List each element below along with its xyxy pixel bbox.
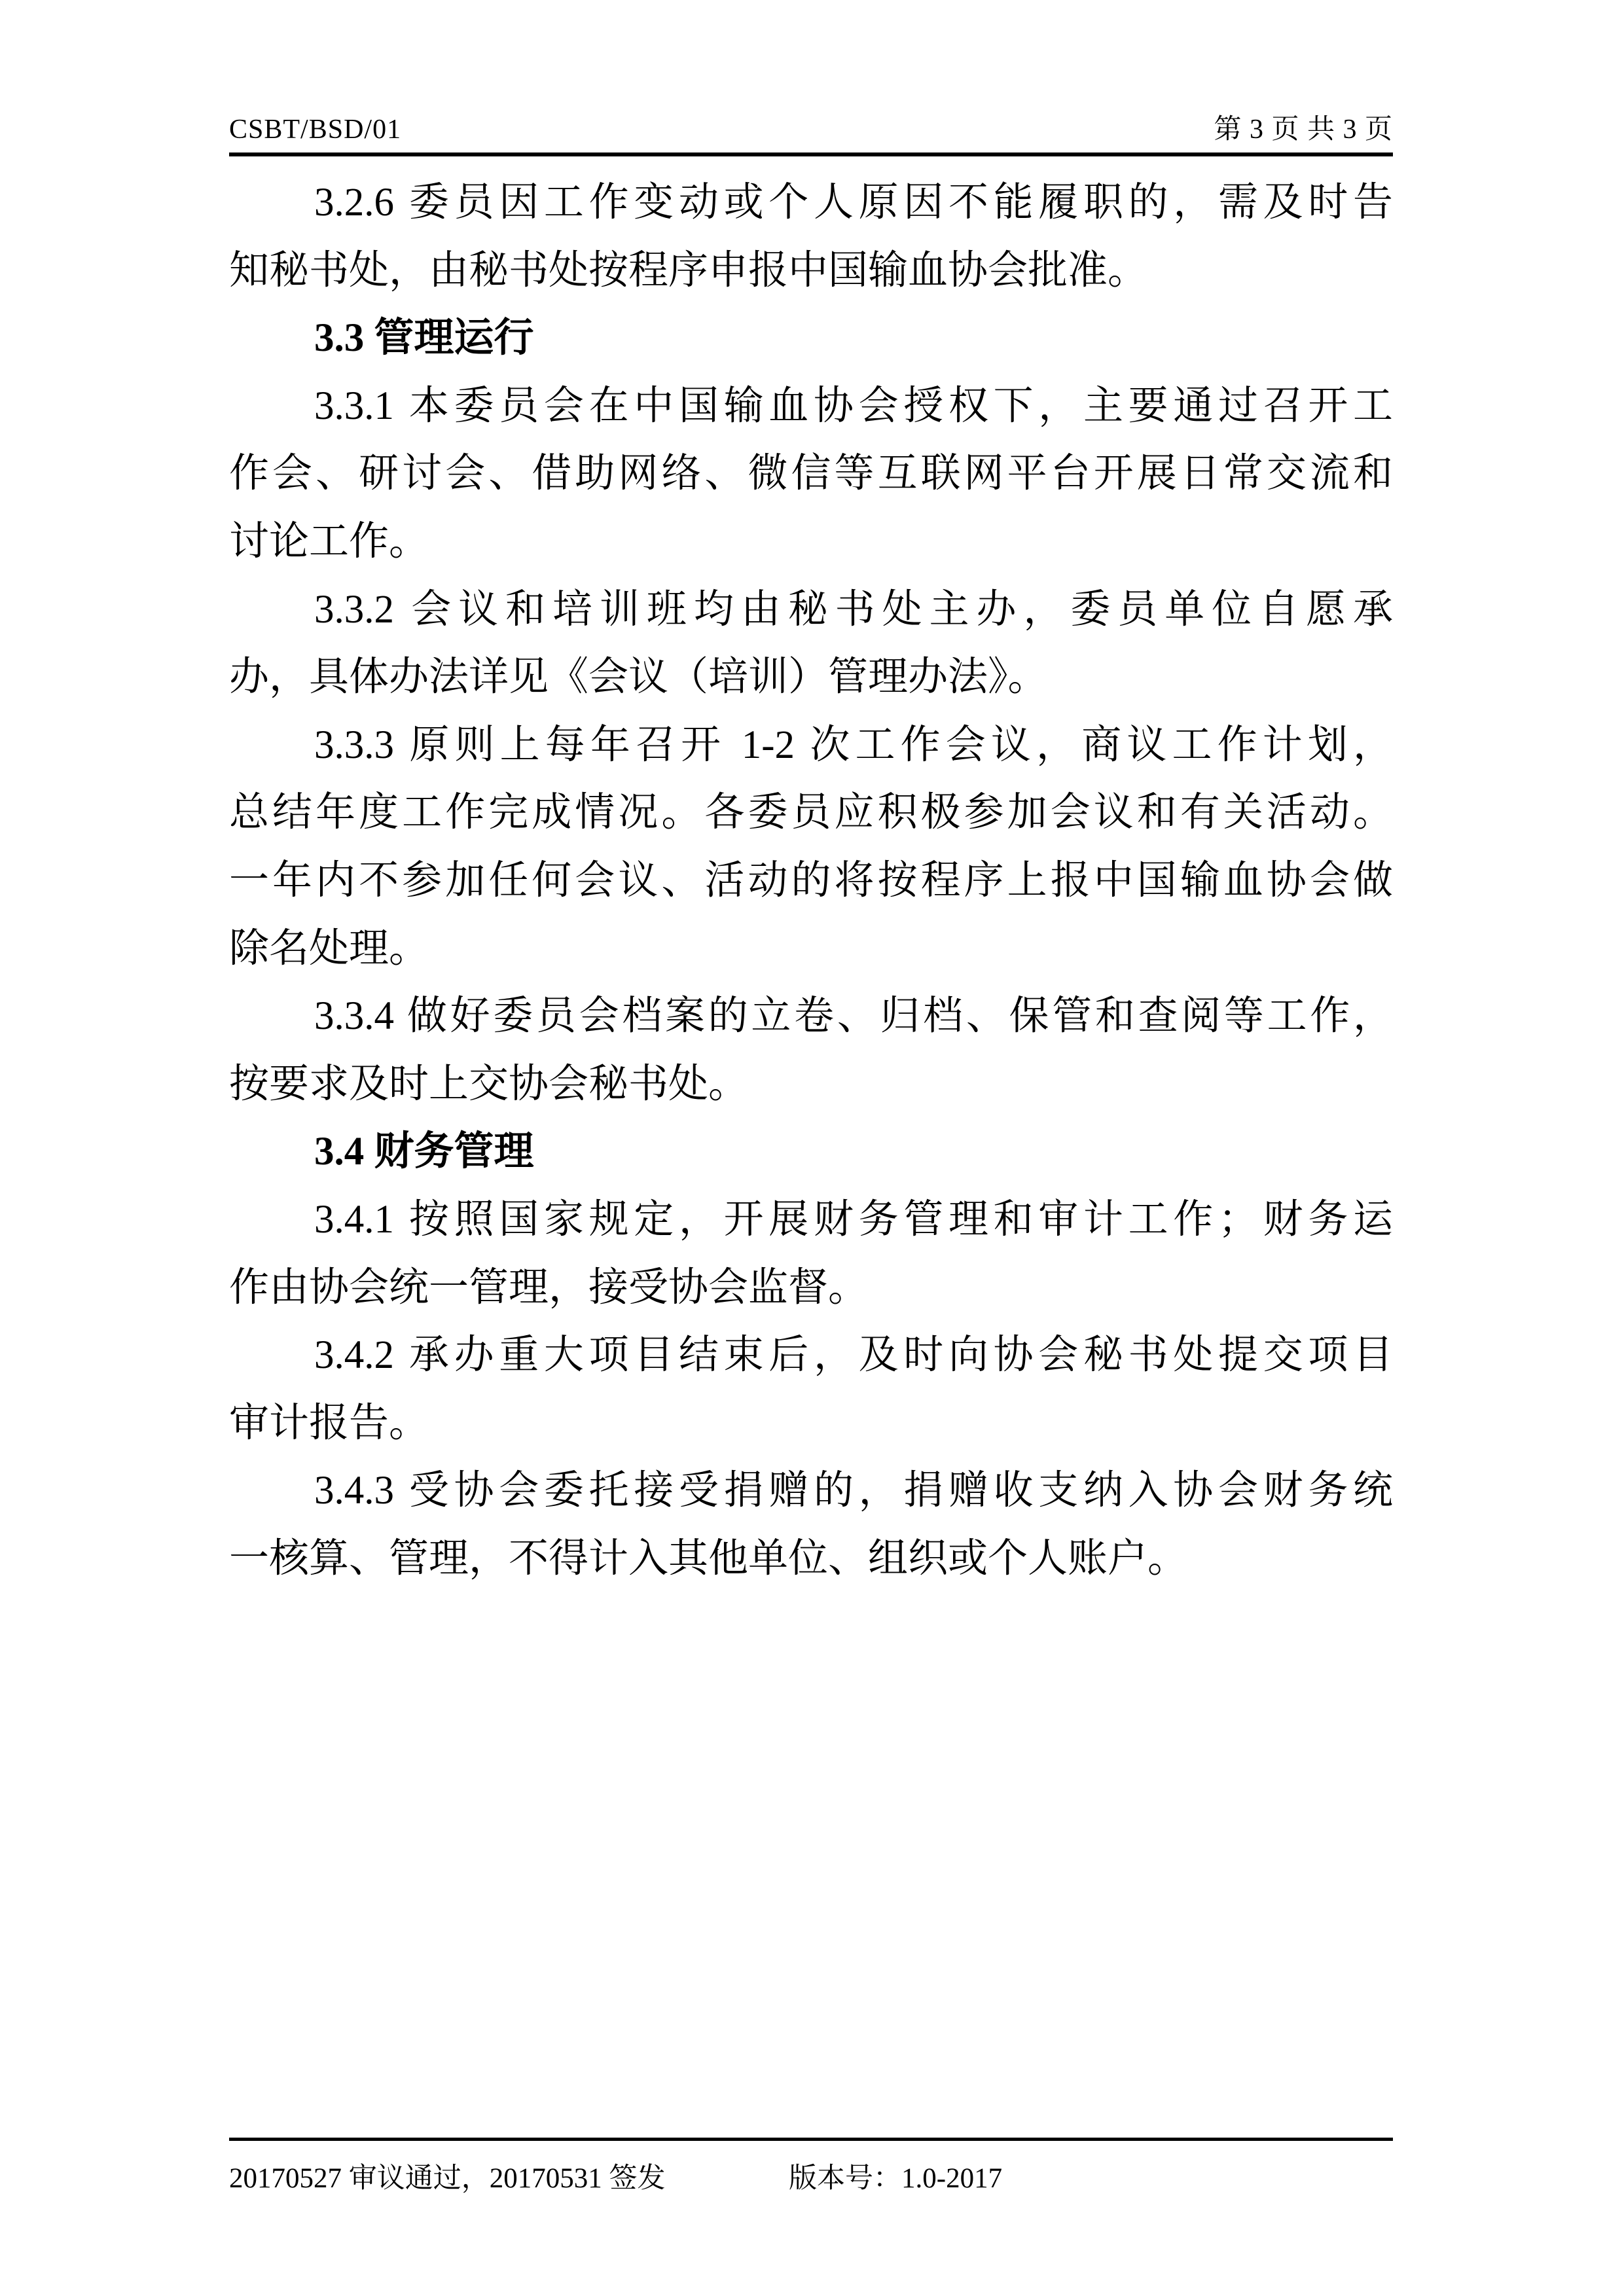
body-line: 知秘书处，由秘书处按程序申报中国输血协会批准。 [229,248,1148,293]
body-line: 按要求及时上交协会秘书处。 [229,1062,749,1106]
page-number: 第 3 页 共 3 页 [1214,115,1393,145]
version-value: 1.0-2017 [901,2163,1003,2194]
version-info [789,2160,1002,2198]
body-line: 审计报告。 [229,1401,429,1445]
page-header [229,113,1393,147]
section-heading: 3.4 财务管理 [314,1130,534,1174]
header-divider [229,152,1393,156]
body-line: 一核算、管理，不得计入其他单位、组织或个人账户。 [229,1536,1188,1581]
body-line: 3.4.2 承办重大项目结束后，及时向协会秘书处提交项目 [314,1333,1393,1378]
doc-code: CSBT/BSD/01 [229,115,402,145]
section-heading: 3.3 管理运行 [314,316,534,361]
body-line: 3.3.1 本委员会在中国输血协会授权下，主要通过召开工 [314,384,1393,428]
body-line: 3.3.3 原则上每年召开 1-2 次工作会议，商议工作计划， [314,723,1393,767]
body-line: 一年内不参加任何会议、活动的将按程序上报中国输血协会做 [229,858,1393,903]
body-line: 除名处理。 [229,926,429,971]
approval-text: 20170527 审议通过，20170531 签发 [229,2163,666,2194]
body-line: 作由协会统一管理，接受协会监督。 [229,1265,869,1310]
footer-divider [229,2138,1393,2141]
page-footer [229,2160,1393,2199]
body-line: 作会、研讨会、借助网络、微信等互联网平台开展日常交流和 [229,452,1393,496]
body-line: 办，具体办法详见《会议（培训）管理办法》。 [229,655,1048,700]
document-body [229,169,1393,1592]
version-label: 版本号： [789,2163,901,2194]
body-line: 3.3.2 会议和培训班均由秘书处主办，委员单位自愿承 [314,587,1393,632]
body-line: 3.4.3 受协会委托接受捐赠的，捐赠收支纳入协会财务统 [314,1469,1393,1513]
body-line: 3.2.6 委员因工作变动或个人原因不能履职的，需及时告 [314,181,1393,224]
body-line: 总结年度工作完成情况。各委员应积极参加会议和有关活动。 [229,791,1393,835]
body-line: 3.4.1 按照国家规定，开展财务管理和审计工作；财务运 [314,1197,1393,1242]
body-line: 3.3.4 做好委员会档案的立卷、归档、保管和查阅等工作， [314,994,1393,1039]
body-line: 讨论工作。 [229,519,429,564]
